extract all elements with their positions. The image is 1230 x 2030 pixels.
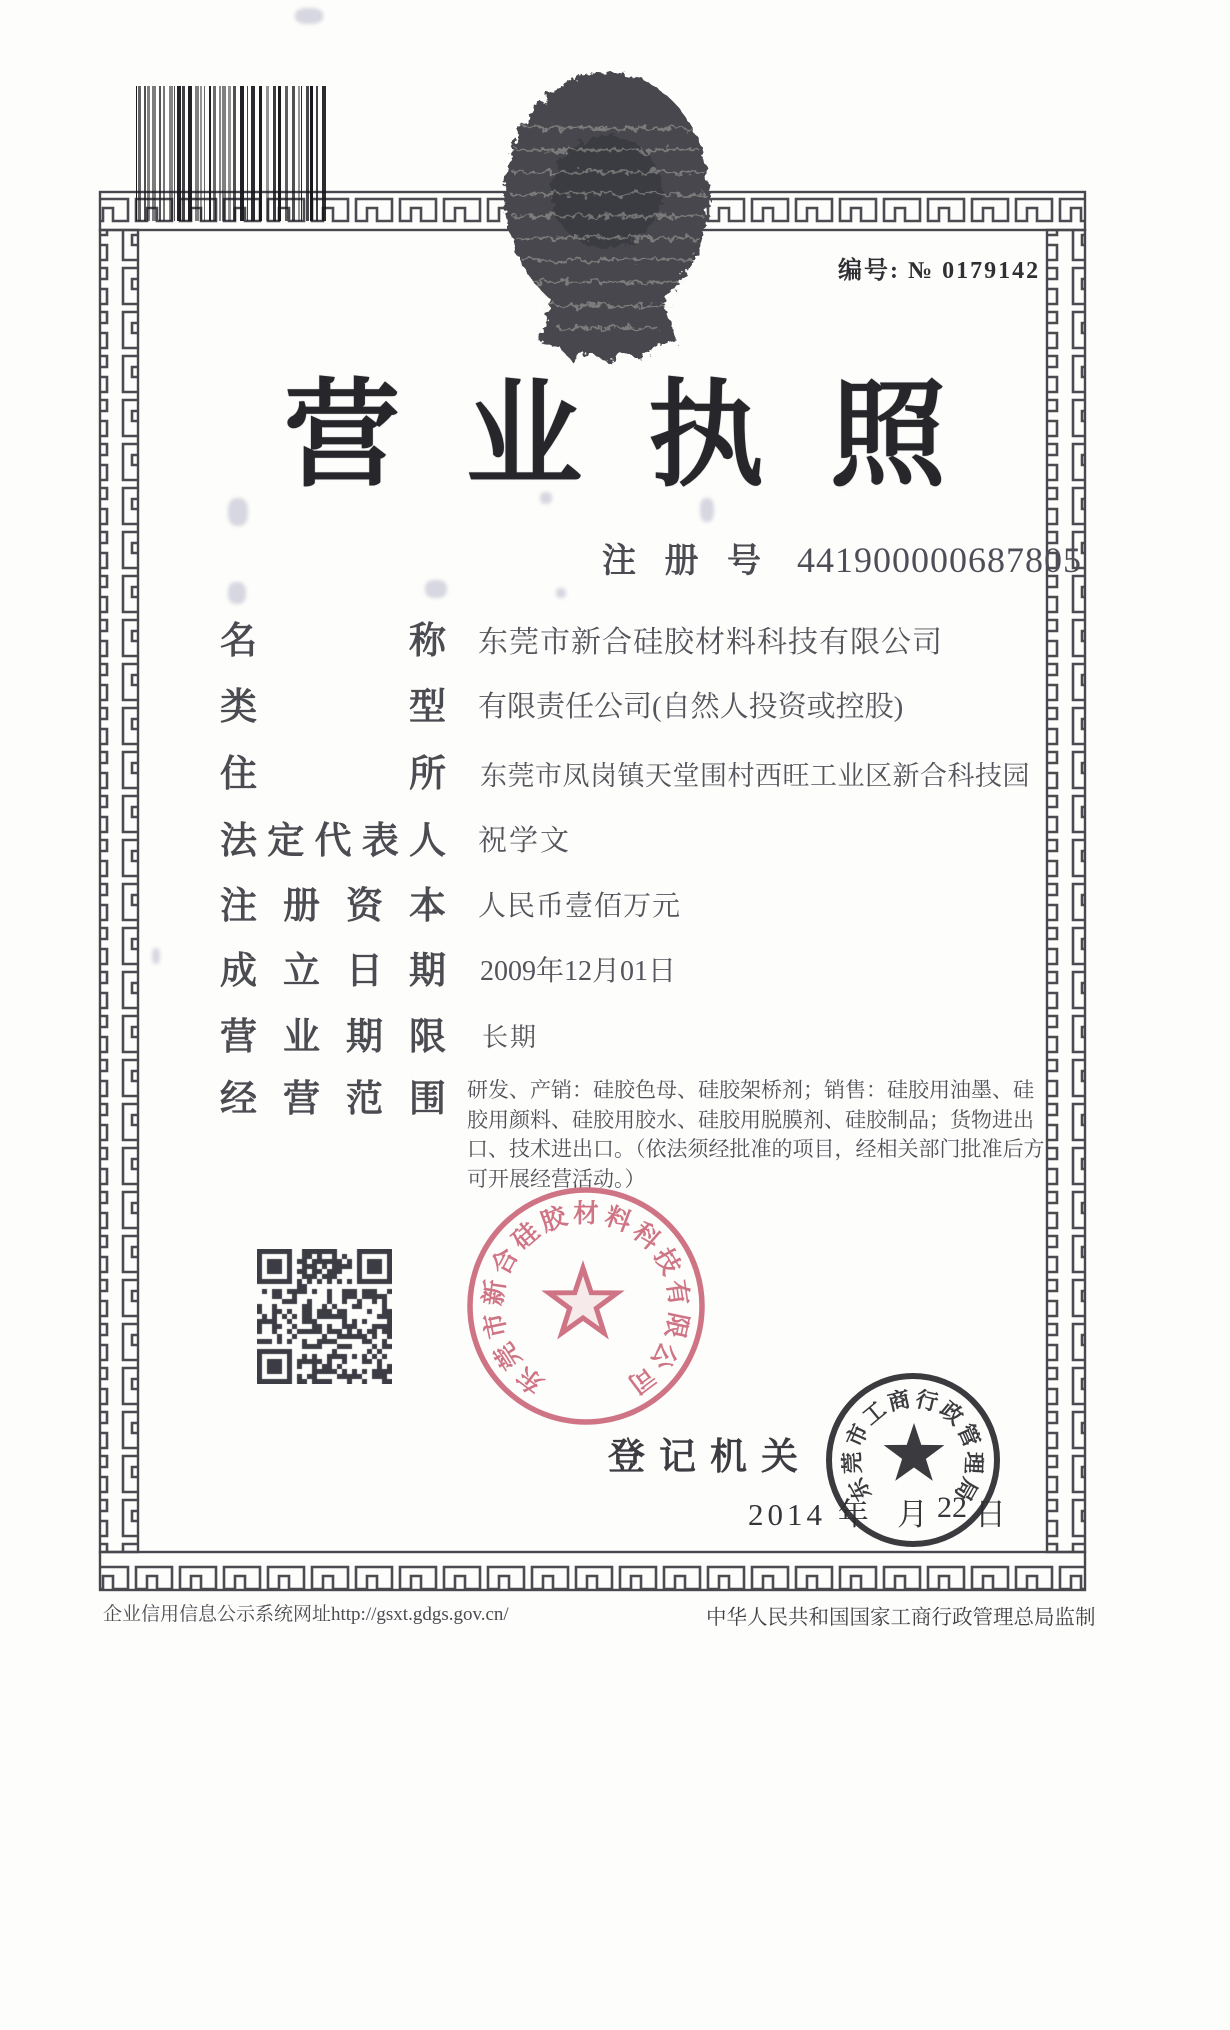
svg-text:理: 理	[960, 1451, 987, 1475]
svg-text:胶: 胶	[536, 1201, 571, 1238]
registration-number-value: 441900000687805	[797, 540, 1082, 580]
registration-number-row	[602, 533, 1082, 582]
issue-date-year: 2014 年	[748, 1497, 873, 1532]
svg-text:局: 局	[949, 1473, 983, 1506]
field-value: 有限责任公司(自然人投资或控股)	[478, 691, 904, 723]
field-row-address	[220, 743, 1030, 797]
field-row-establishment-date	[220, 940, 676, 994]
svg-text:莞: 莞	[839, 1451, 866, 1475]
scan-smudge	[425, 580, 447, 598]
scan-smudge	[556, 588, 566, 598]
svg-text:市: 市	[478, 1309, 513, 1342]
field-value: 祝学文	[478, 825, 572, 857]
svg-text:行: 行	[913, 1386, 941, 1416]
scan-smudge	[295, 8, 323, 24]
field-row-name	[220, 610, 943, 664]
field-row-type	[220, 676, 903, 730]
authority-seal-stamp	[818, 1366, 1008, 1556]
field-label: 成 立 日 期	[220, 951, 446, 992]
field-label: 法 定 代 表 人	[220, 821, 446, 862]
field-value: 长期	[482, 1023, 539, 1052]
field-value: 人民币壹佰万元	[478, 891, 682, 922]
svg-text:技: 技	[648, 1243, 687, 1280]
svg-text:东: 东	[511, 1360, 550, 1400]
svg-text:硅: 硅	[506, 1216, 545, 1256]
svg-text:公: 公	[644, 1337, 684, 1375]
svg-text:政: 政	[935, 1396, 969, 1430]
field-value: 研发、产销：硅胶色母、硅胶架桥剂；销售：硅胶用油墨、硅胶用颜料、硅胶用胶水、硅胶用脱膜剂、硅胶制品；货物进出口、技术进出口。（依法须经批准的项目，经相关部门批准后方可开展经营活动。）	[467, 1078, 1045, 1191]
svg-text:莞: 莞	[488, 1337, 528, 1375]
company-seal-stamp	[455, 1173, 717, 1435]
svg-text:科: 科	[627, 1216, 666, 1256]
field-row-business-term	[220, 1006, 538, 1060]
scan-smudge	[228, 582, 246, 604]
field-label: 类 型	[220, 687, 446, 728]
field-row-legal-representative	[220, 810, 571, 864]
registrar-label: 登记机关	[608, 1437, 812, 1478]
field-value: 东莞市凤岗镇天堂围村西旺工业区新合科技园	[480, 761, 1030, 791]
svg-text:新: 新	[478, 1277, 511, 1308]
field-row-registered-capital	[220, 875, 681, 929]
field-label: 经 营 范 围	[220, 1079, 446, 1120]
svg-text:工: 工	[857, 1396, 891, 1430]
national-emblem	[500, 66, 715, 366]
field-value: 2009年12月01日	[480, 956, 677, 987]
svg-text:东: 东	[843, 1473, 877, 1506]
svg-text:限: 限	[659, 1309, 694, 1342]
svg-text:司: 司	[622, 1360, 661, 1400]
field-label: 名 称	[220, 621, 446, 662]
field-label: 注 册 资 本	[220, 886, 446, 927]
scan-smudge	[152, 948, 160, 964]
svg-text:料: 料	[601, 1201, 636, 1238]
issue-date-month-char: 月	[897, 1497, 928, 1532]
footer-issuing-authority: 中华人民共和国国家工商行政管理总局监制	[706, 1607, 1096, 1629]
issue-date-day-char: 日	[975, 1497, 1006, 1532]
svg-text:商: 商	[885, 1386, 913, 1416]
barcode	[136, 86, 328, 221]
qr-code	[257, 1249, 392, 1384]
field-label: 住 所	[220, 754, 446, 795]
svg-text:合: 合	[485, 1243, 524, 1280]
field-label: 营 业 期 限	[220, 1017, 446, 1058]
issue-date-day: 22	[937, 1491, 967, 1524]
serial-number: 编号: № 0179142	[838, 258, 1041, 284]
svg-text:有: 有	[661, 1277, 694, 1308]
svg-text:管: 管	[952, 1420, 985, 1451]
footer-public-info-url: 企业信用信息公示系统网址http://gsxt.gdgs.gov.cn/	[103, 1604, 509, 1625]
registration-number-label: 注 册 号	[602, 543, 771, 580]
svg-text:市: 市	[841, 1420, 874, 1451]
field-value: 东莞市新合硅胶材料科技有限公司	[478, 626, 943, 659]
svg-text:材: 材	[573, 1198, 599, 1228]
license-title: 营 业 执 照	[284, 370, 946, 500]
